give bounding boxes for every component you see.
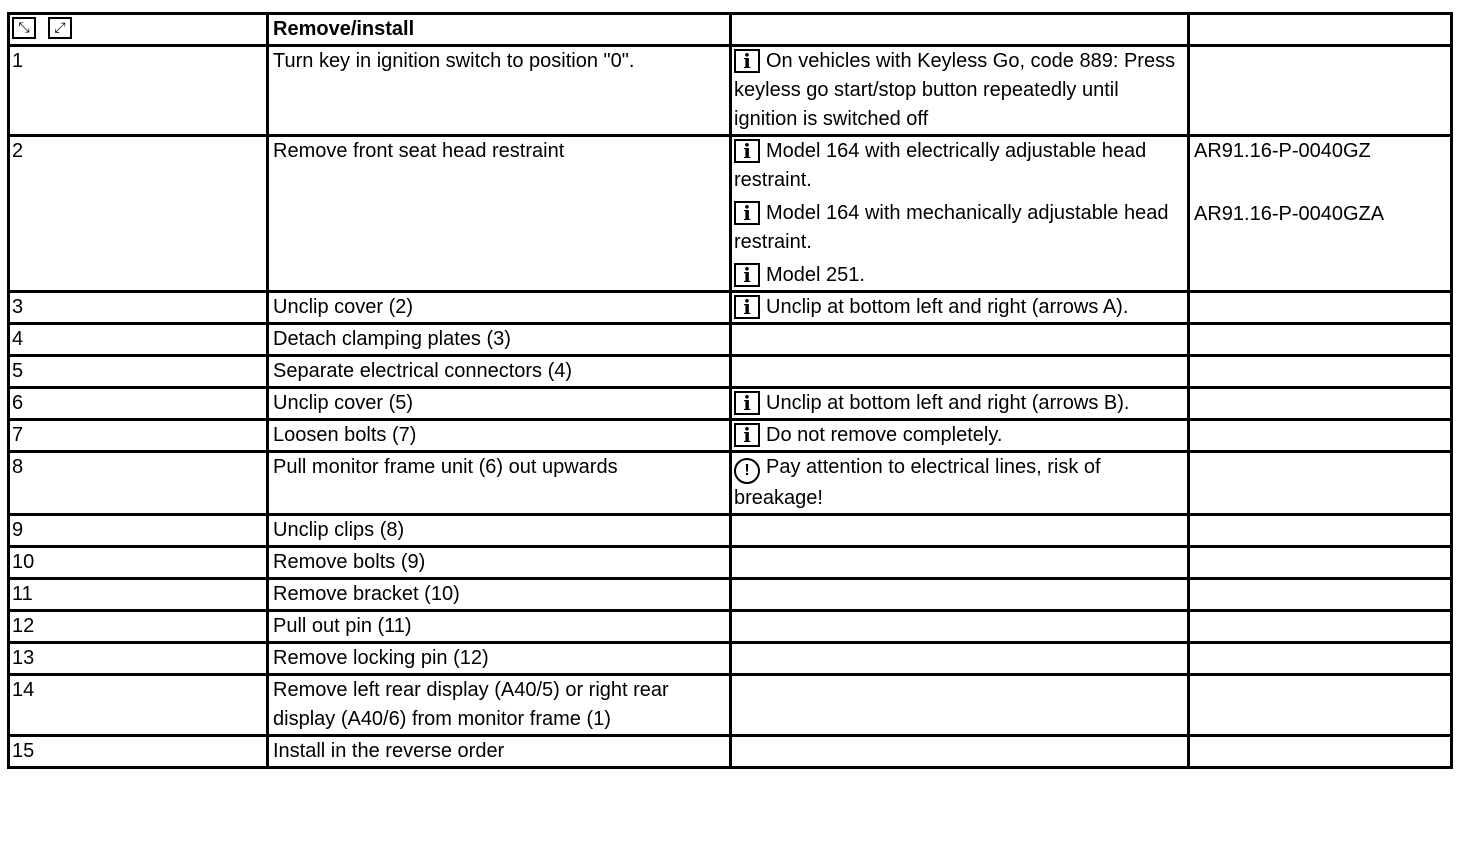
header-notes-cell — [731, 14, 1189, 46]
step-number: 7 — [9, 420, 268, 452]
step-notes — [731, 324, 1189, 356]
step-references — [1189, 515, 1452, 547]
note-text: Model 164 with mechanically adjustable head restraint. — [734, 202, 1169, 253]
step-instruction: Unclip cover (2) — [268, 292, 731, 324]
table-row — [9, 611, 1452, 643]
step-notes — [731, 420, 1189, 452]
step-number: 15 — [9, 736, 268, 768]
note — [734, 261, 1184, 290]
step-number: 2 — [9, 136, 268, 292]
note-text: Pay attention to electrical lines, risk of breakage! — [734, 456, 1101, 509]
step-instruction: Remove bracket (10) — [268, 579, 731, 611]
table-row — [9, 46, 1452, 136]
header-refs-cell — [1189, 14, 1452, 46]
step-references — [1189, 611, 1452, 643]
info-icon: i — [734, 295, 760, 319]
step-number: 5 — [9, 356, 268, 388]
info-icon: i — [734, 391, 760, 415]
step-references — [1189, 136, 1452, 292]
step-references — [1189, 675, 1452, 736]
note-text: Do not remove completely. — [766, 424, 1003, 446]
info-icon: i — [734, 139, 760, 163]
step-notes — [731, 46, 1189, 136]
table-row — [9, 643, 1452, 675]
header-title: Remove/install — [268, 14, 731, 46]
table-row — [9, 388, 1452, 420]
step-references — [1189, 46, 1452, 136]
step-instruction: Pull out pin (11) — [268, 611, 731, 643]
step-notes — [731, 292, 1189, 324]
step-instruction: Remove left rear display (A40/5) or right rear display (A40/6) from monitor frame (1) — [268, 675, 731, 736]
step-number: 6 — [9, 388, 268, 420]
step-notes — [731, 736, 1189, 768]
step-instruction: Pull monitor frame unit (6) out upwards — [268, 452, 731, 515]
step-instruction: Detach clamping plates (3) — [268, 324, 731, 356]
step-notes — [731, 356, 1189, 388]
table-row — [9, 292, 1452, 324]
note — [734, 421, 1184, 450]
table-row — [9, 547, 1452, 579]
step-references — [1189, 452, 1452, 515]
step-references — [1189, 579, 1452, 611]
table-row — [9, 356, 1452, 388]
table-row — [9, 452, 1452, 515]
step-number: 11 — [9, 579, 268, 611]
step-notes — [731, 675, 1189, 736]
info-icon: i — [734, 423, 760, 447]
step-references — [1189, 736, 1452, 768]
step-notes — [731, 547, 1189, 579]
step-number: 4 — [9, 324, 268, 356]
note — [734, 137, 1184, 195]
info-icon: i — [734, 263, 760, 287]
step-notes — [731, 579, 1189, 611]
collapse-icon[interactable]: ⤢ — [48, 17, 72, 39]
step-references — [1189, 547, 1452, 579]
step-notes — [731, 388, 1189, 420]
table-row — [9, 675, 1452, 736]
step-instruction: Remove bolts (9) — [268, 547, 731, 579]
table-row — [9, 420, 1452, 452]
step-references — [1189, 388, 1452, 420]
procedure-table — [7, 12, 1453, 769]
note — [734, 453, 1184, 513]
note-text: Unclip at bottom left and right (arrows A). — [766, 296, 1129, 318]
table-row — [9, 515, 1452, 547]
note — [734, 199, 1184, 257]
step-notes — [731, 452, 1189, 515]
note — [734, 47, 1184, 134]
step-instruction: Remove front seat head restraint — [268, 136, 731, 292]
step-instruction: Separate electrical connectors (4) — [268, 356, 731, 388]
table-row — [9, 736, 1452, 768]
note-text: Model 164 with electrically adjustable head restraint. — [734, 140, 1147, 191]
info-icon: i — [734, 49, 760, 73]
note-text: Unclip at bottom left and right (arrows B). — [766, 392, 1130, 414]
header-row — [9, 14, 1452, 46]
step-references — [1189, 292, 1452, 324]
step-number: 14 — [9, 675, 268, 736]
expand-icon[interactable]: ⤡ — [12, 17, 36, 39]
step-number: 8 — [9, 452, 268, 515]
step-notes — [731, 643, 1189, 675]
table-row — [9, 324, 1452, 356]
table-row — [9, 579, 1452, 611]
step-notes — [731, 136, 1189, 292]
note — [734, 293, 1184, 322]
reference-link[interactable]: AR91.16-P-0040GZA — [1194, 203, 1385, 225]
table-row — [9, 136, 1452, 292]
step-number: 10 — [9, 547, 268, 579]
header-icons-cell — [9, 14, 268, 46]
step-references — [1189, 420, 1452, 452]
reference-link[interactable]: AR91.16-P-0040GZ — [1194, 140, 1371, 162]
step-number: 12 — [9, 611, 268, 643]
step-notes — [731, 611, 1189, 643]
step-instruction: Remove locking pin (12) — [268, 643, 731, 675]
step-instruction: Unclip clips (8) — [268, 515, 731, 547]
step-instruction: Unclip cover (5) — [268, 388, 731, 420]
note — [734, 389, 1184, 418]
note-text: Model 251. — [766, 264, 865, 286]
step-notes — [731, 515, 1189, 547]
step-references — [1189, 324, 1452, 356]
step-instruction: Loosen bolts (7) — [268, 420, 731, 452]
step-references — [1189, 356, 1452, 388]
step-references — [1189, 643, 1452, 675]
note-text: On vehicles with Keyless Go, code 889: Press keyless go start/stop button repeatedly until ignition is switched off — [734, 50, 1176, 130]
step-number: 3 — [9, 292, 268, 324]
step-number: 9 — [9, 515, 268, 547]
info-icon: i — [734, 201, 760, 225]
step-instruction: Turn key in ignition switch to position "0". — [268, 46, 731, 136]
step-number: 13 — [9, 643, 268, 675]
step-instruction: Install in the reverse order — [268, 736, 731, 768]
warning-icon: ! — [734, 458, 760, 484]
step-number: 1 — [9, 46, 268, 136]
